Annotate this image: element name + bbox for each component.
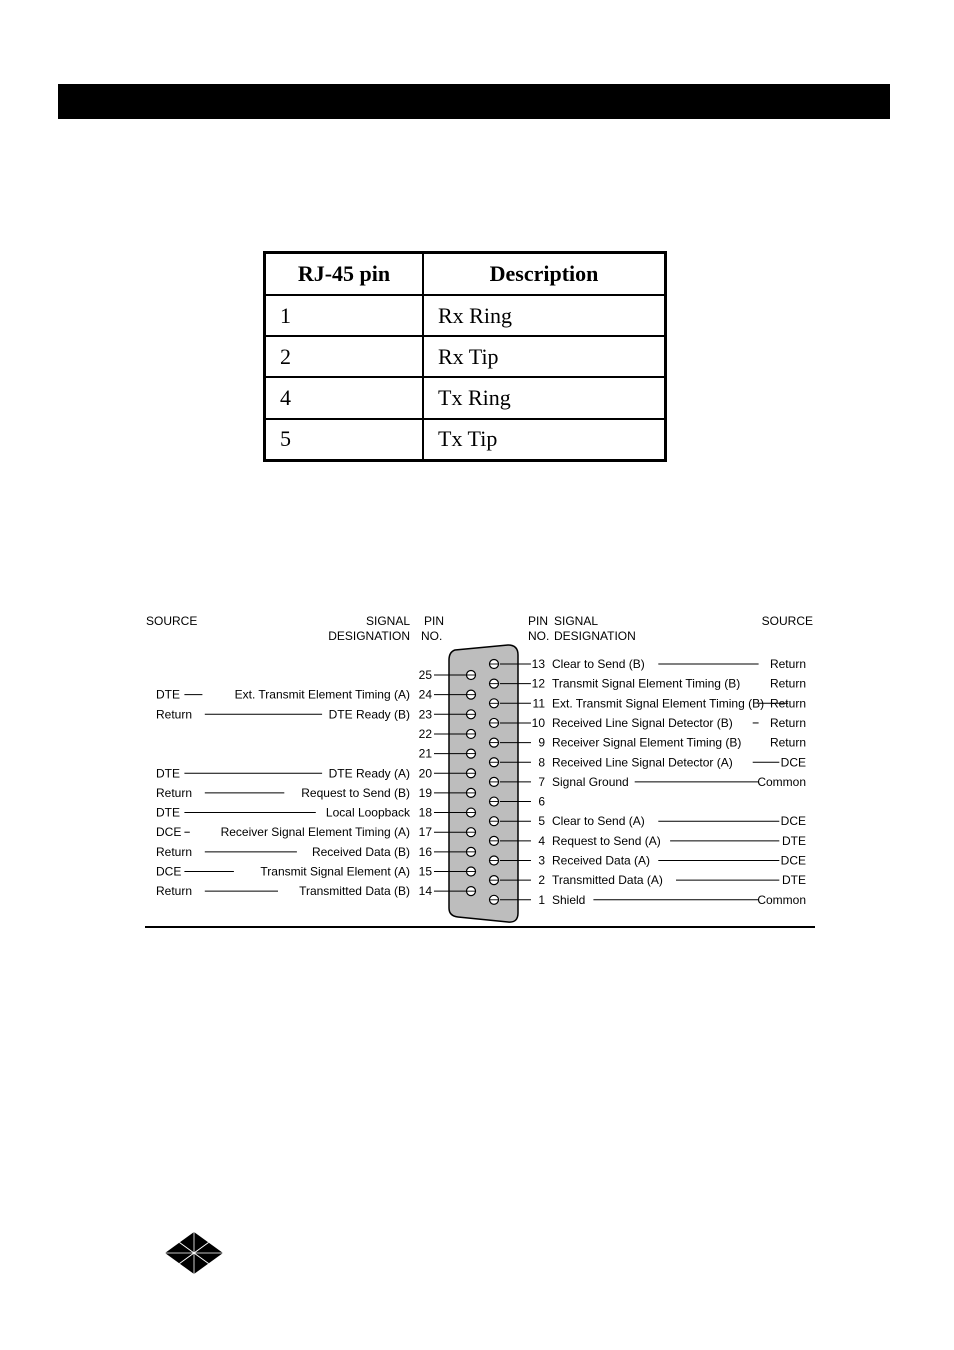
source-label: DTE [782, 833, 806, 848]
pin-number: 12 [531, 676, 545, 691]
pin-number: 11 [532, 696, 545, 711]
pin-number: 17 [418, 825, 432, 840]
source-label: Common [757, 892, 806, 907]
header-right-signal: SIGNAL [554, 614, 599, 628]
pin-number: 15 [418, 864, 432, 879]
signal-label: Received Data (B) [311, 844, 410, 859]
pin-row-right [500, 716, 806, 730]
signal-label: Shield [552, 892, 586, 907]
pin-number: 22 [418, 726, 432, 741]
source-label: DTE [782, 873, 806, 888]
pin-cell: 5 [265, 419, 424, 461]
source-label: DCE [156, 825, 182, 840]
source-label: Return [156, 884, 193, 899]
source-label: Return [156, 707, 193, 722]
header-left-pin: PIN [424, 614, 445, 628]
pin-row-right [500, 893, 806, 907]
header-right-designation: DESIGNATION [554, 629, 636, 643]
pin-cell: 2 [265, 336, 424, 377]
pin-row-left [156, 806, 466, 820]
source-label: Return [769, 676, 806, 691]
pin-number: 2 [538, 873, 545, 888]
signal-label: Ext. Transmit Signal Element Timing (B) [552, 696, 765, 711]
pin-row-right [500, 657, 806, 671]
pin-row-right [500, 834, 806, 848]
source-label: DTE [156, 687, 180, 702]
header-left-signal: SIGNAL [365, 614, 410, 628]
pin-number: 20 [418, 766, 432, 781]
pin-row-right [500, 696, 806, 710]
signal-label: Transmit Signal Element (A) [260, 864, 410, 879]
pin-number: 19 [418, 785, 432, 800]
pin-number: 3 [538, 853, 545, 868]
header-right-no: NO. [528, 629, 550, 643]
signal-label: Signal Ground [552, 774, 629, 789]
signal-label: Received Line Signal Detector (B) [552, 715, 733, 730]
signal-label: Received Line Signal Detector (A) [552, 755, 733, 770]
signal-label: Transmitted Data (A) [552, 873, 663, 888]
description-cell: Rx Tip [423, 336, 666, 377]
source-label: DCE [780, 755, 806, 770]
pin-row-right [500, 854, 806, 868]
pin-number: 4 [538, 833, 545, 848]
pin-number: 21 [418, 746, 432, 761]
description-cell: Rx Ring [423, 295, 666, 336]
pin-row-left [156, 884, 466, 898]
signal-label: Request to Send (A) [552, 833, 661, 848]
signal-label: Received Data (A) [552, 853, 651, 868]
pin-row-right [500, 873, 806, 887]
signal-label: Ext. Transmit Element Timing (A) [234, 687, 410, 702]
source-label: Return [769, 696, 806, 711]
pin-number: 5 [538, 814, 545, 829]
pin-cell: 1 [265, 295, 424, 336]
pin-row-right [500, 755, 806, 769]
source-label: DCE [780, 853, 806, 868]
pin-number: 9 [538, 735, 545, 750]
signal-label: Transmitted Data (B) [299, 884, 410, 899]
pin-cell: 4 [265, 377, 424, 418]
signal-label: Receiver Signal Element Timing (A) [220, 825, 410, 840]
source-label: Return [769, 657, 806, 671]
pin-row-left [156, 825, 466, 839]
pin-number: 25 [418, 668, 432, 682]
pin-number: 1 [538, 892, 545, 907]
signal-label: Receiver Signal Element Timing (B) [552, 735, 742, 750]
description-cell: Tx Ring [423, 377, 666, 418]
pin-number: 14 [418, 884, 432, 899]
pin-number: 24 [418, 687, 432, 702]
pin-row-left [156, 707, 466, 721]
pin-row-left [156, 688, 466, 702]
pin-number: 16 [418, 844, 432, 859]
header-left-source: SOURCE [146, 614, 198, 628]
signal-label: Clear to Send (A) [552, 814, 645, 829]
source-label: Return [156, 785, 193, 800]
pin-number: 7 [538, 774, 545, 789]
source-label: DCE [780, 814, 806, 829]
pin-row-left [156, 865, 466, 879]
source-label: Common [757, 774, 806, 789]
pin-number: 6 [538, 794, 545, 809]
source-label: DTE [156, 766, 180, 781]
source-label: Return [156, 844, 193, 859]
pin-row-right [500, 775, 806, 789]
pin-row-left [156, 845, 466, 859]
pin-row-right [500, 814, 806, 828]
source-label: Return [769, 715, 806, 730]
pin-number: 13 [531, 657, 545, 671]
signal-label: Clear to Send (B) [552, 657, 645, 671]
pin-row-left [156, 786, 466, 800]
black-box-diamond-logo-icon [165, 1232, 223, 1274]
column-header-pin: RJ-45 pin [265, 253, 424, 296]
header-right-pin: PIN [528, 614, 549, 628]
column-header-description: Description [423, 253, 666, 296]
signal-label: Transmit Signal Element Timing (B) [552, 676, 741, 691]
pin-number: 10 [531, 715, 545, 730]
signal-label: Local Loopback [325, 805, 410, 820]
header-left-designation: DESIGNATION [328, 629, 410, 643]
header-left-no: NO. [421, 629, 443, 643]
pin-number: 23 [418, 707, 432, 722]
pin-row-right [500, 677, 806, 691]
source-label: DCE [156, 864, 182, 879]
source-label: Return [769, 735, 806, 750]
pin-number: 8 [538, 755, 545, 770]
signal-label: Request to Send (B) [301, 785, 410, 800]
description-cell: Tx Tip [423, 419, 666, 461]
source-label: DTE [156, 805, 180, 820]
signal-label: DTE Ready (A) [328, 766, 410, 781]
pin-number: 18 [418, 805, 432, 820]
pin-row-right [500, 736, 806, 750]
header-right-source: SOURCE [761, 614, 813, 628]
signal-label: DTE Ready (B) [328, 707, 410, 722]
pin-row-left [156, 766, 466, 780]
